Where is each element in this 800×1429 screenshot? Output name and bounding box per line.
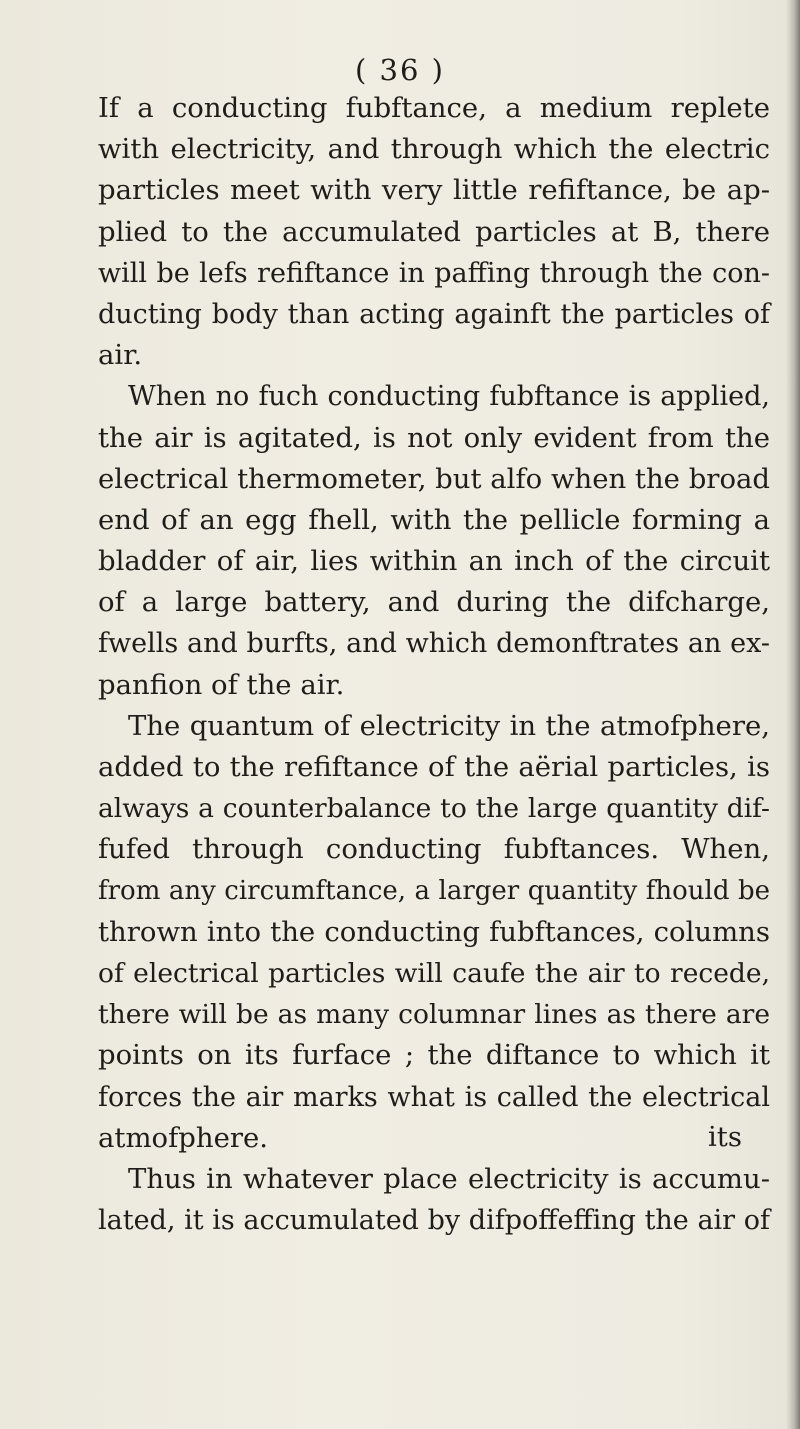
text-line: will be lefs refiftance in paffing through the con- xyxy=(98,257,770,289)
text-line: atmofphere. xyxy=(98,1121,269,1154)
text-line: fufed through conducting fubftances. When, xyxy=(98,833,770,866)
text-line: thrown into the conducting fubftances, columns xyxy=(98,915,770,948)
text-line: When no fuch conducting fubftance is applied, xyxy=(128,381,770,413)
catchword: its xyxy=(708,1121,742,1153)
body-text xyxy=(98,88,770,1241)
text-line: If a conducting fubftance, a medium replete xyxy=(98,92,770,124)
text-line: fwells and burfts, and which demonftrates an ex- xyxy=(98,628,770,660)
text-line: The quantum of electricity in the atmofphere, xyxy=(128,709,770,742)
text-line: there will be as many columnar lines as there are xyxy=(98,999,770,1031)
text-line: plied to the accumulated particles at B, there xyxy=(98,215,770,248)
text-line: electrical thermometer, but alfo when the broad xyxy=(98,462,771,495)
text-line: from any circumftance, a larger quantity fhould be xyxy=(98,875,770,906)
text-line: forces the air marks what is called the electrical xyxy=(98,1081,770,1113)
text-line: Thus in whatever place electricity is accumu- xyxy=(128,1162,770,1195)
text-line: with electricity, and through which the electric xyxy=(98,133,770,166)
page-edge-shadow xyxy=(786,0,800,1429)
text-line: lated, it is accumulated by difpoffeffing the air of xyxy=(98,1205,770,1237)
text-line: bladder of air, lies within an inch of the circuit xyxy=(98,545,770,578)
text-line: always a counterbalance to the large quantity dif- xyxy=(98,793,770,825)
text-line: air. xyxy=(98,339,143,372)
text-line: panfion of the air. xyxy=(98,668,345,701)
text-line: points on its furface ; the diftance to which it xyxy=(98,1039,770,1072)
text-line: the air is agitated, is not only evident from the xyxy=(98,421,770,454)
text-line: ducting body than acting againft the particles of xyxy=(98,298,770,330)
text-line: of electrical particles will caufe the air to recede, xyxy=(98,957,770,989)
text-line: of a large battery, and during the difcharge, xyxy=(98,586,770,619)
text-line: added to the refiftance of the aërial particles, is xyxy=(98,751,770,783)
text-line: particles meet with very little refiftance, be ap- xyxy=(98,174,770,207)
text-line: end of an egg fhell, with the pellicle forming a xyxy=(98,503,770,536)
page-number: ( 36 ) xyxy=(355,53,445,87)
